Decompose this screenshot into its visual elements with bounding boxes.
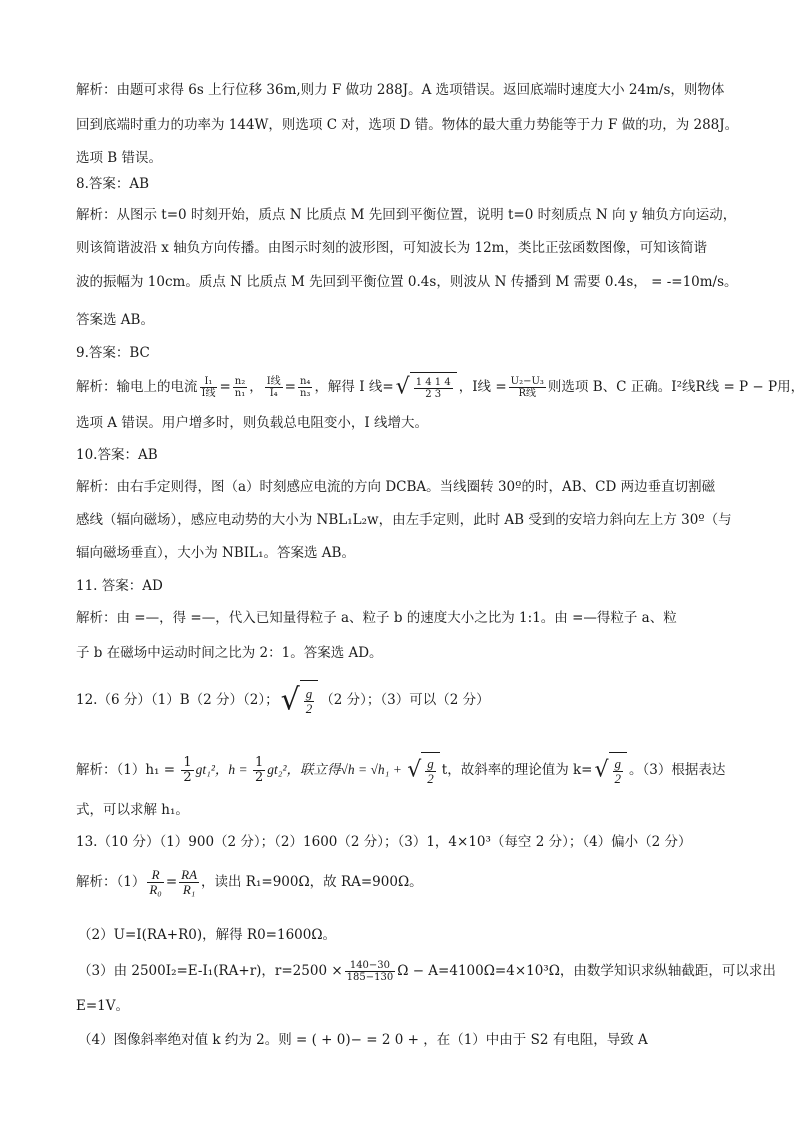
eq12b-d: t，故斜率的理论值为 k= [441, 762, 593, 778]
eq12b-e: 。（3）根据表达 [629, 762, 726, 778]
text-line-6: 则该简谐波沿 x 轴负方向传播。由图示时刻的波形图，可知波长为 12m，类比正弦函数图像，可知该简谐 [76, 240, 707, 256]
eq12-b: （2 分）；（3）可以（2 分） [320, 692, 490, 708]
eq12b-a: 解析：（1）h₁ = [76, 762, 180, 778]
eq12-root: √ $\frac{g}{2}$ [281, 680, 319, 721]
text-line-27: （4）图像斜率绝对值 k 约为 2。则 = ( + 0)− = 2 0 + ，在（1）中由于 S2 有电阻，导致 A [78, 1032, 648, 1048]
text-line-15: 辐向磁场垂直），大小为 NBIL₁。答案选 AB。 [76, 545, 355, 561]
eq9-line: 解析：输电上的电流 $\frac{\text{I₁}}{\text{I线}}$ = $\frac{\text{n₂}}{\text{n₁}}$ ， $\frac{\text{I线}}{\text{I₄}}$ = $\frac{\text{n₄}}{\text{n₃}}$ ，解得 I 线=√ $\frac{1 4 1 4}{2 3}$ ，I线 = $\frac{\text{U₂−U₃}}{\text{R线}}$ 则选项 B、C 正确。I²线R线 = P − P用， [76, 372, 726, 402]
eq13c-a: （3）由 2500I₂=E-I₁(RA+r)，r=2500 × [78, 963, 343, 979]
eq13-frac1: $\frac{R}{\text{R₀}}$ [149, 867, 162, 897]
eq12b-root1: √ $\frac{g}{2}$ [407, 752, 440, 789]
text-line-8: 答案选 AB。 [76, 312, 154, 328]
text-line-13: 解析：由右手定则得，图（a）时刻感应电流的方向 DCBA。当线圈转 30º的时，AB、CD 两边垂直切割磁 [76, 479, 716, 495]
eq13-line [76, 864, 726, 900]
text-line-2: 回到底端时重力的功率为 144W，则选项 C 对，选项 D 错。物体的最大重力势能等于力 F 做的功，为 288J。 [76, 117, 739, 133]
answer-10: 10.答案：AB [76, 447, 158, 463]
eq13c-frac: $\frac{140-30}{185-130}$ [346, 960, 394, 983]
eq13c-b: Ω − A=4100Ω=4×10³Ω，由数学知识求纵轴截距，可以求出 [397, 963, 776, 979]
eq9-frac3: $\frac{\text{I线}}{\text{I₄}}$ [266, 376, 281, 399]
text-line-14: 感线（辐向磁场），感应电动势的大小为 NBL₁L₂w，由左手定则，此时 AB 受到的安培力斜向左上方 30º（与 [76, 512, 732, 528]
eq13c-line [78, 957, 776, 985]
text-line-11: 选项 A 错误。用户增多时，则负载总电阻变小，I 线增大。 [76, 415, 428, 431]
eq12b-frac1: $\frac{1}{2}$ [183, 755, 192, 785]
text-line-17: 解析：由 =—，得 =—，代入已知量得粒子 a、粒子 b 的速度大小之比为 1:1。由 =—得粒子 a、粒 [76, 610, 677, 626]
text-line-5: 解析：从图示 t=0 时刻开始，质点 N 比质点 M 先回到平衡位置，说明 t=0 时刻质点 N 向 y 轴负方向运动， [76, 207, 737, 223]
eq9-frac4: $\frac{\text{n₄}}{\text{n₃}}$ [299, 376, 311, 399]
text-line-18: 子 b 在磁场中运动时间之比为 2：1。答案选 AD。 [76, 645, 383, 661]
eq9-root: √ $\frac{1 4 1 4}{2 3}$ [396, 372, 457, 403]
text-line-1: 解析：由题可求得 6s 上行位移 36m,则力 F 做功 288J。A 选项错误。返回底端时速度大小 24m/s，则物体 [76, 82, 725, 98]
eq12b-frac2: $\frac{1}{2}$ [254, 755, 264, 785]
text-line-26: E=1V。 [76, 998, 130, 1014]
eq13-a: 解析：（1） [76, 874, 146, 890]
eq13-frac2: $\frac{RA}{\text{R₁}}$ [181, 867, 198, 897]
eq9-mid2: ，I线 = [458, 379, 507, 395]
answer-11: 11. 答案：AD [76, 578, 163, 594]
eq12b-c: gt₂²，联立得√h = √h₁ + [267, 762, 406, 777]
eq9-tail: 则选项 B、C 正确。I²线R线 = P − P用， [547, 379, 804, 395]
text-line-7: 波的振幅为 10cm。质点 N 比质点 M 先回到平衡位置 0.4s，则波从 N 传播到 M 需要 0.4s， = -=10m/s。 [76, 274, 738, 290]
eq12-line [76, 680, 726, 720]
eq13-equals: = [165, 874, 178, 890]
text-line-3: 选项 B 错误。 [76, 150, 163, 166]
eq9-prefix: 解析：输电上的电流 [76, 379, 198, 395]
eq9-mid: ，解得 I 线= [314, 379, 394, 395]
eq12-a: 12.（6 分）（1）B（2 分）（2）； [76, 692, 279, 708]
text-line-24: （2）U=I(RA+R0)，解得 R0=1600Ω。 [78, 927, 337, 943]
eq9-frac5: $\frac{\text{U₂−U₃}}{\text{R线}}$ [510, 376, 544, 399]
answer-8: 8.答案：AB [76, 176, 150, 192]
eq9-frac2: $\frac{\text{n₂}}{\text{n₁}}$ [234, 376, 246, 399]
text-line-21: 式，可以求解 h₁。 [76, 802, 189, 818]
eq9-frac1: $\frac{\text{I₁}}{\text{I线}}$ [201, 376, 216, 399]
eq12b-line [76, 752, 726, 788]
answer-9: 9.答案：BC [76, 345, 150, 361]
eq12b-root2: √ $\frac{g}{2}$ [595, 752, 628, 789]
answer-13: 13.（10 分）（1）900（2 分）；（2）1600（2 分）；（3）1，4×10³（每空 2 分）；（4）偏小（2 分） [76, 834, 692, 850]
eq13-b: ，读出 R₁=900Ω，故 RA=900Ω。 [201, 874, 423, 890]
eq12b-b: gt₁²，h = [195, 762, 251, 777]
